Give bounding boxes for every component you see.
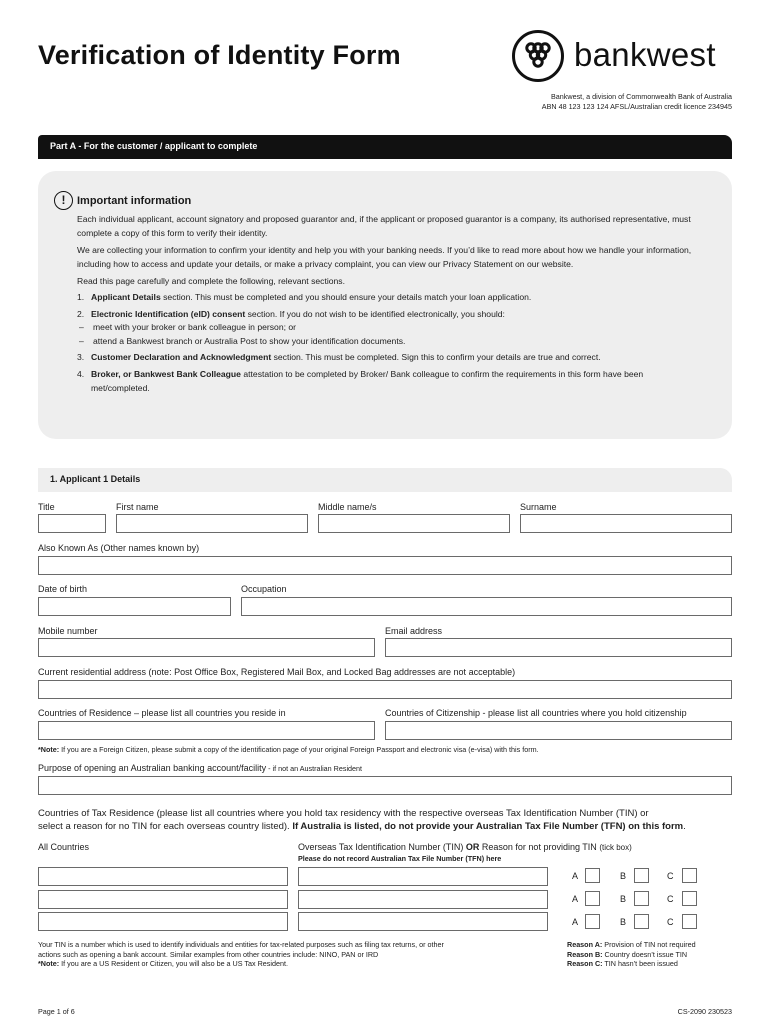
citizenship-field[interactable] xyxy=(385,721,732,740)
us-note-bold: *Note: xyxy=(38,959,60,969)
section-1-header: 1. Applicant 1 Details xyxy=(38,468,732,492)
address-field[interactable] xyxy=(38,680,732,699)
reason-a-checkbox-2[interactable] xyxy=(585,891,600,906)
mobile-field[interactable] xyxy=(38,638,375,657)
reason-a xyxy=(567,940,696,950)
sub-item-text: meet with your broker or bank colleague in person; or xyxy=(93,322,297,333)
option-b-label: B xyxy=(620,871,627,881)
note-bold: *Note: xyxy=(38,745,60,754)
middle-name-field[interactable] xyxy=(318,514,510,533)
dash: – xyxy=(79,322,84,333)
purpose-label xyxy=(38,763,362,773)
sub-list-item xyxy=(77,335,697,349)
reason-a-checkbox-1[interactable] xyxy=(585,868,600,883)
list-item xyxy=(77,291,697,305)
first-name-field[interactable] xyxy=(116,514,308,533)
country-field-2[interactable] xyxy=(38,890,288,909)
middle-name-label: Middle name/s xyxy=(318,502,377,512)
country-field-1[interactable] xyxy=(38,867,288,886)
list-item xyxy=(77,351,697,365)
sub-item-text: attend a Bankwest branch or Australia Post to show your identification documents. xyxy=(93,335,406,346)
bankwest-logo-icon xyxy=(512,30,564,82)
tax-para-line-2 xyxy=(38,820,738,833)
option-a-label: A xyxy=(572,917,579,927)
tin-label xyxy=(298,842,632,852)
reason-text: TIN hasn’t been issued xyxy=(602,959,678,969)
reason-c-checkbox-3[interactable] xyxy=(682,914,697,929)
reason-c-checkbox-1[interactable] xyxy=(682,868,697,883)
reason-b-checkbox-2[interactable] xyxy=(634,891,649,906)
option-c-label: C xyxy=(667,917,674,927)
list-item xyxy=(77,368,697,395)
tax-para-text: select a reason for no TIN for each overseas country listed). xyxy=(38,821,293,832)
us-note xyxy=(38,959,558,969)
tax-para-line-1: Countries of Tax Residence (please list all countries where you hold tax residency with the respective overseas Tax Identification Number (TIN) or xyxy=(38,808,649,819)
info-paragraph: We are collecting your information to confirm your identity and help you with your banking needs. If you’d like to read more about how we handle your information, including how to access and update your details, or make a privacy complaint, you can view our Privacy Statement on our website. xyxy=(77,245,692,269)
title-label: Title xyxy=(38,502,55,512)
aka-label: Also Known As (Other names known by) xyxy=(38,543,200,553)
info-paragraph: Each individual applicant, account signatory and proposed guarantor and, if the applicant or proposed guarantor is a company, its authorised representative, must complete a copy of this form to verify their identity. xyxy=(77,214,691,238)
purpose-label-text: Purpose of opening an Australian banking account/facility xyxy=(38,763,267,773)
foreign-citizen-note xyxy=(38,745,539,754)
option-a-label: A xyxy=(572,894,579,904)
bank-legal-info xyxy=(542,92,732,111)
item-number: 2. xyxy=(77,308,85,319)
item-number: 1. xyxy=(77,291,85,302)
tin-footnote-line-1: Your TIN is a number which is used to identify individuals and entities for tax-related purposes such as filing tax returns, or other xyxy=(38,940,444,949)
instruction-list xyxy=(77,291,697,395)
tax-residence-paragraph xyxy=(38,807,738,833)
surname-label: Surname xyxy=(520,502,557,512)
occupation-field[interactable] xyxy=(241,597,732,616)
important-info-heading: Important information xyxy=(77,195,192,207)
occupation-label: Occupation xyxy=(241,584,287,594)
surname-field[interactable] xyxy=(520,514,732,533)
reason-text: Provision of TIN not required xyxy=(602,940,696,949)
email-label: Email address xyxy=(385,626,443,636)
item-number: 3. xyxy=(77,352,85,363)
reasons-legend xyxy=(567,940,696,969)
list-item xyxy=(77,308,697,322)
first-name-label: First name xyxy=(116,502,159,512)
reason-key: Reason B: xyxy=(567,949,603,959)
aka-field[interactable] xyxy=(38,556,732,575)
option-b-label: B xyxy=(620,894,627,904)
sub-list-item xyxy=(77,321,697,335)
option-a-label: A xyxy=(572,871,579,881)
item-bold: Customer Declaration and Acknowledgment xyxy=(91,352,272,363)
important-info-body xyxy=(77,213,697,395)
reason-key: Reason A: xyxy=(567,940,603,949)
tin-field-2[interactable] xyxy=(298,890,548,909)
reason-a-checkbox-3[interactable] xyxy=(585,914,600,929)
item-text: section. This must be completed and you should ensure your details match your loan application. xyxy=(160,291,532,302)
country-field-3[interactable] xyxy=(38,912,288,931)
reason-b xyxy=(567,950,696,960)
tax-para-end: . xyxy=(683,821,686,832)
item-text: section. This must be completed. Sign this to confirm your details are true and correct. xyxy=(271,352,601,363)
reason-key: Reason C: xyxy=(567,959,603,969)
bank-line-1: Bankwest, a division of Commonwealth Bank of Australia xyxy=(551,92,732,101)
tin-footnote xyxy=(38,940,558,969)
tin-footnote-line-2: actions such as opening a bank account. Similar examples from other countries include: NINO, PAN or IRD xyxy=(38,949,379,959)
title-field[interactable] xyxy=(38,514,106,533)
note-text: If you are a Foreign Citizen, please submit a copy of the identification page of your original Foreign Passport and electronic visa (e-visa) with this form. xyxy=(59,745,539,754)
residence-label: Countries of Residence – please list all countries you reside in xyxy=(38,708,286,718)
reason-b-checkbox-1[interactable] xyxy=(634,868,649,883)
purpose-field[interactable] xyxy=(38,776,732,795)
option-c-label: C xyxy=(667,871,674,881)
item-bold: Broker, or Bankwest Bank Colleague xyxy=(91,368,241,379)
tin-sub-label: Please do not record Australian Tax File Number (TFN) here xyxy=(298,854,502,863)
bankwest-logo xyxy=(512,30,732,82)
purpose-note: - if not an Australian Resident xyxy=(266,764,363,773)
address-label: Current residential address (note: Post Office Box, Registered Mail Box, and Locked Bag addresses are not acceptable) xyxy=(38,667,516,677)
mobile-label: Mobile number xyxy=(38,626,98,636)
tax-para-bold: If Australia is listed, do not provide your Australian Tax File Number (TFN) on this form xyxy=(292,821,684,832)
option-b-label: B xyxy=(620,917,627,927)
item-number: 4. xyxy=(77,368,85,379)
reason-b-checkbox-3[interactable] xyxy=(634,914,649,929)
page-number: Page 1 of 6 xyxy=(38,1007,75,1016)
part-a-header: Part A - For the customer / applicant to complete xyxy=(38,135,732,159)
tin-label-tick: (tick box) xyxy=(599,843,632,852)
all-countries-label: All Countries xyxy=(38,842,90,852)
dob-field[interactable] xyxy=(38,597,231,616)
item-text: attestation to be completed by Broker/ Bank colleague to confirm the requirements in this form have been met/completed. xyxy=(91,368,644,393)
info-paragraph: Read this page carefully and complete the following, relevant sections. xyxy=(77,276,345,287)
citizenship-label: Countries of Citizenship - please list all countries where you hold citizenship xyxy=(385,708,687,718)
form-code: CS-2090 230523 xyxy=(677,1007,732,1016)
item-bold: Applicant Details xyxy=(91,291,161,302)
dob-label: Date of birth xyxy=(38,584,88,594)
logo-wordmark: bankwest xyxy=(574,36,716,73)
tin-label-text: Overseas Tax Identification Number (TIN) xyxy=(298,842,466,852)
form-title: Verification of Identity Form xyxy=(38,40,401,70)
item-text: section. If you do not wish to be identified electronically, you should: xyxy=(245,308,505,319)
email-field[interactable] xyxy=(385,638,732,657)
reason-text: Country doesn’t issue TIN xyxy=(602,949,688,959)
reason-c xyxy=(567,959,696,969)
residence-field[interactable] xyxy=(38,721,375,740)
dash: – xyxy=(79,335,84,346)
reason-c-checkbox-2[interactable] xyxy=(682,891,697,906)
tin-field-1[interactable] xyxy=(298,867,548,886)
tin-field-3[interactable] xyxy=(298,912,548,931)
exclamation-icon: ! xyxy=(54,191,73,210)
us-note-text: If you are a US Resident or Citizen, you will also be a US Tax Resident. xyxy=(59,959,288,969)
tin-label-text-2: Reason for not providing TIN xyxy=(479,842,600,852)
item-bold: Electronic Identification (eID) consent xyxy=(91,308,246,319)
tin-label-or: OR xyxy=(465,842,480,852)
bank-line-2: ABN 48 123 123 124 AFSL/Australian credit licence 234945 xyxy=(541,101,732,111)
option-c-label: C xyxy=(667,894,674,904)
